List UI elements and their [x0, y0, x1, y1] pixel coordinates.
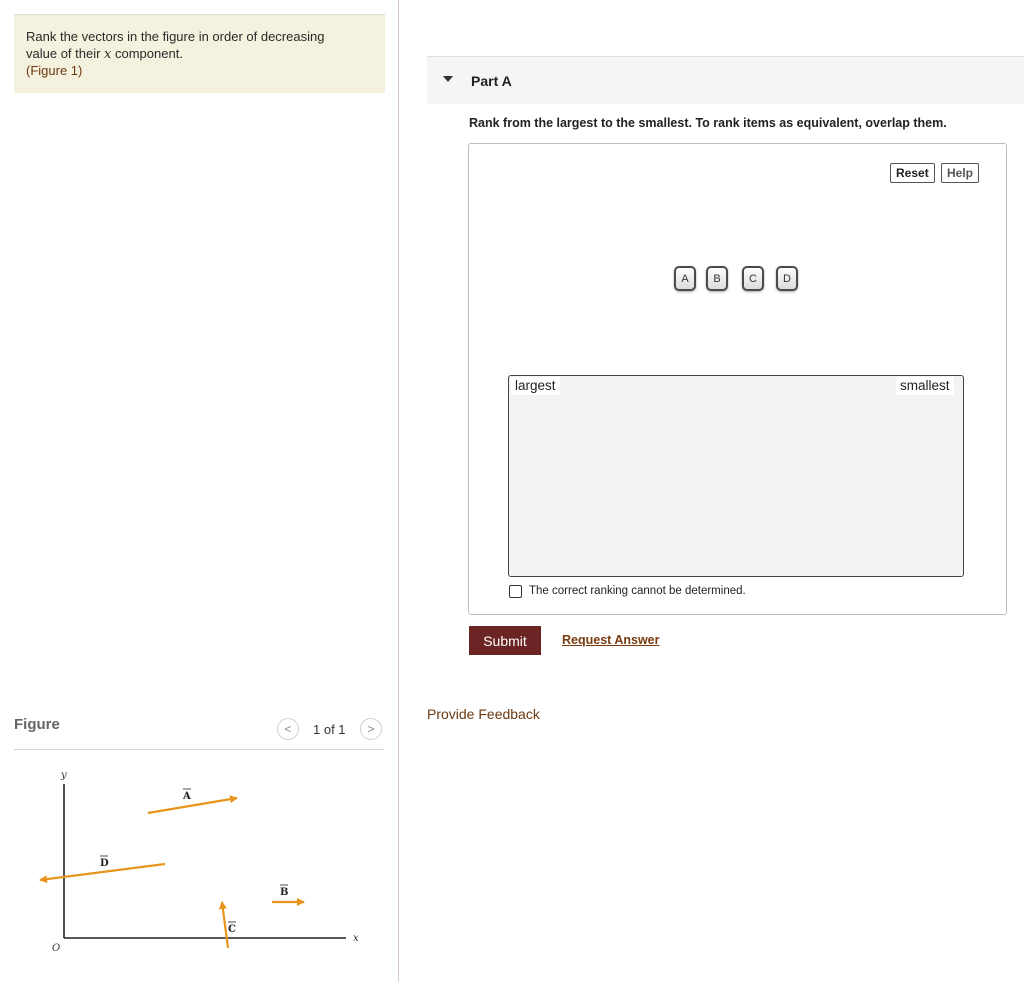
vector-a-label: A — [183, 791, 191, 802]
chevron-right-icon: > — [367, 722, 375, 736]
figure-heading: Figure — [14, 716, 60, 733]
submit-button[interactable]: Submit — [469, 626, 541, 655]
rank-item-a[interactable]: A — [674, 266, 696, 291]
chevron-left-icon: < — [284, 722, 292, 736]
vector-figure — [14, 760, 374, 960]
help-button[interactable]: Help — [941, 163, 979, 183]
provide-feedback-link[interactable]: Provide Feedback — [427, 706, 540, 722]
problem-text-line1: Rank the vectors in the figure in order of decreasing — [26, 29, 325, 44]
y-axis-label: y — [61, 770, 67, 781]
part-a-title: Part A — [471, 73, 512, 89]
x-axis-label: x — [353, 933, 359, 944]
rank-item-d[interactable]: D — [776, 266, 798, 291]
previous-figure-button[interactable] — [277, 718, 299, 740]
largest-label: largest — [511, 377, 560, 395]
next-figure-button[interactable] — [360, 718, 382, 740]
figure-pager-count: 1 of 1 — [313, 722, 346, 737]
problem-statement — [14, 14, 385, 93]
vector-a-arrow — [148, 798, 237, 813]
smallest-label: smallest — [896, 377, 954, 395]
part-a-header[interactable] — [427, 56, 1024, 104]
cannot-determine-label: The correct ranking cannot be determined. — [529, 585, 746, 597]
rank-item-b[interactable]: B — [706, 266, 728, 291]
vector-b-label: B — [280, 887, 289, 898]
x-variable: x — [104, 46, 112, 62]
column-divider — [398, 0, 399, 982]
reset-button[interactable]: Reset — [890, 163, 935, 183]
vector-d-label: D — [100, 858, 109, 869]
vector-c-label: C — [228, 924, 236, 935]
cannot-determine-checkbox[interactable] — [509, 585, 522, 598]
rank-item-c[interactable]: C — [742, 266, 764, 291]
problem-text-line2 — [26, 46, 373, 64]
origin-label: O — [52, 943, 61, 954]
request-answer-link[interactable]: Request Answer — [562, 633, 660, 647]
problem-text-suffix: component. — [111, 45, 183, 61]
figure-divider — [14, 749, 384, 750]
problem-text-prefix: value of their — [26, 45, 105, 61]
figure-link[interactable]: (Figure 1) — [26, 63, 83, 78]
ranking-instructions: Rank from the largest to the smallest. To rank items as equivalent, overlap them. — [469, 116, 947, 130]
ranking-drop-zone[interactable] — [508, 375, 964, 577]
collapse-triangle-icon[interactable] — [443, 76, 453, 82]
